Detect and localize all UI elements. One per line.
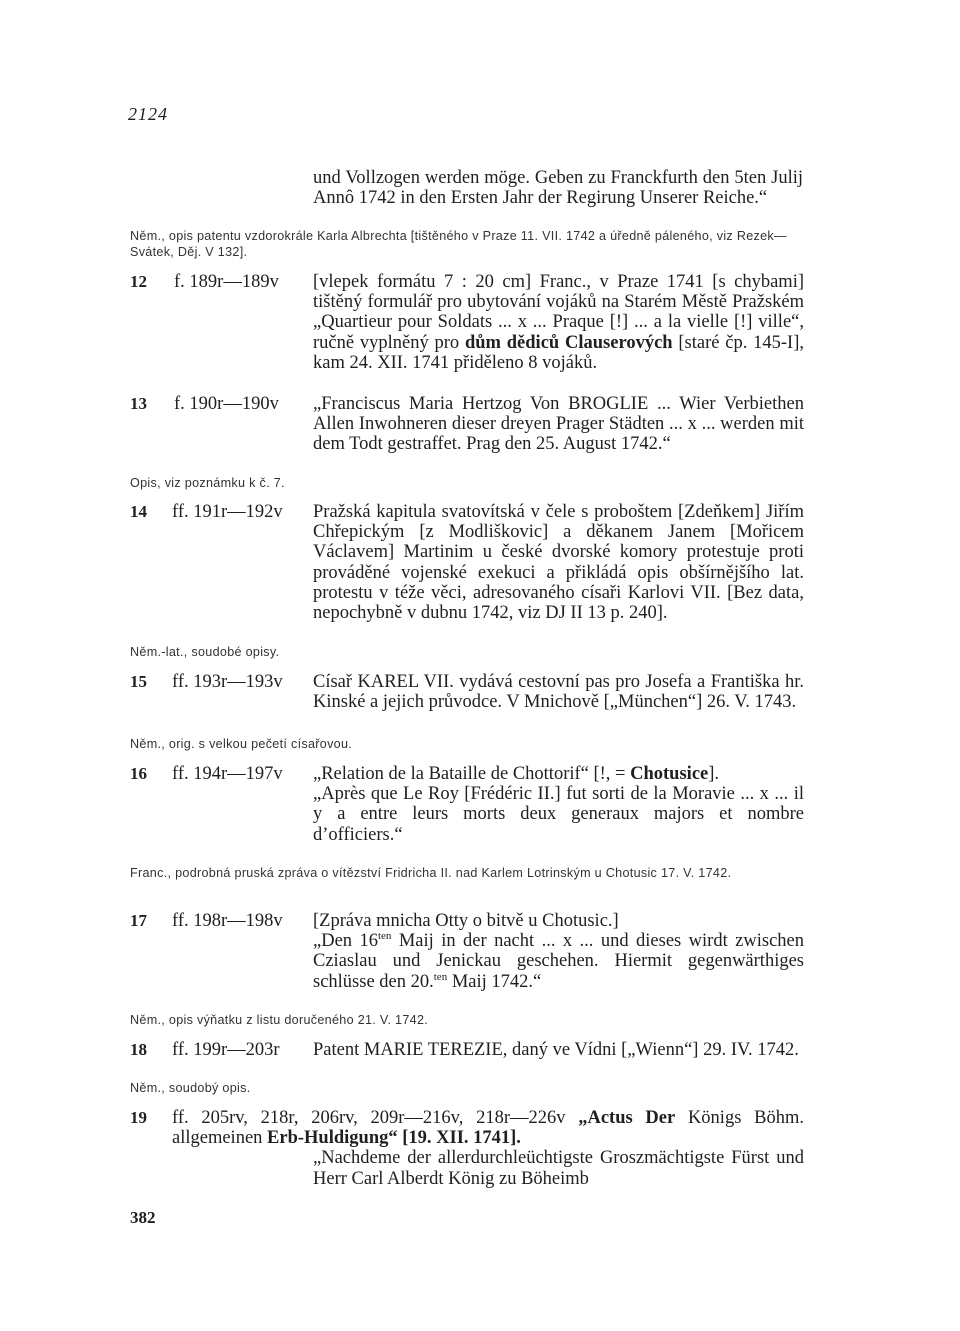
folio-reference: ff. 193r—193v — [172, 672, 283, 692]
entry-note: Něm.-lat., soudobé opisy. — [130, 645, 280, 659]
entry-15 — [130, 672, 804, 712]
folio-reference: f. 189r—189v — [174, 272, 279, 292]
entry-description: Pražská kapitula svatovítská v čele s proboštem [Zdeňkem] Jiřím Chřepickým [z Modliškovic] a děkanem Janem [Mořicem Václavem] Martinim u české dvorské komory protestuje proti prováděné vojenské exekuci a přikládá opis obšírnějšího lat. protestu v téže věci, adresovaného císaři Karlovi VII. [Bez data, nepochybně v dubnu 1742, viz DJ II 13 p. 240]. — [313, 502, 804, 624]
emphasis: dům dědiců Clauserových — [464, 332, 673, 353]
emphasis: Erb-Huldigung“ [19. XII. 1741]. — [267, 1128, 521, 1149]
entry-13 — [130, 394, 804, 455]
entry-note: Něm., orig. s velkou pečetí císařovou. — [130, 737, 353, 751]
entry-description: „Franciscus Maria Hertzog Von BROGLIE ... Wier Verbiethen Allen Inwohneren dieser dreyen Prager Städten ... x ... werden mit dem Todt gestraffet. Prag den 25. August 1742.“ — [313, 394, 804, 455]
entry-note: Opis, viz poznámku k č. 7. — [130, 476, 285, 490]
continuation-text: und Vollzogen werden möge. Geben zu Franckfurth den 5ten Julij Annô 1742 in den Ersten Jahr der Regirung Unserer Reiche.“ — [313, 168, 803, 209]
entry-16 — [130, 764, 804, 845]
entry-17 — [130, 911, 804, 992]
entry-12 — [130, 272, 804, 373]
entry-quote: „Nachdeme der allerdurchleüchtigste Groszmächtigste Fürst und Herr Carl Alberdt König zu Böheimb — [313, 1148, 804, 1189]
entry-number: 14 — [130, 502, 147, 521]
folio-reference: ff. 198r—198v — [172, 911, 283, 931]
emphasis: Chotusice — [630, 764, 709, 784]
folio-reference: ff. 191r—192v — [172, 502, 283, 522]
emphasis: „Actus Der — [578, 1108, 676, 1128]
folio-reference: ff. 194r—197v — [172, 764, 283, 784]
entry-number: 12 — [130, 272, 147, 291]
entry-18 — [130, 1040, 804, 1060]
entry-note: Franc., podrobná pruská zpráva o vítězství Fridricha II. nad Karlem Lotrinským u Chotusic 17. V. 1742. — [130, 866, 732, 880]
entry-description: „Relation de la Bataille de Chottorif“ [!, = Chotusice]. „Après que Le Roy [Frédéric II.] fut sorti de la Moravie ... x ... il y a entre leurs morts deux generaux majors et nombre d’officiers.“ — [313, 764, 804, 845]
entry-number: 15 — [130, 672, 147, 691]
entry-14 — [130, 502, 804, 623]
folio-reference: ff. 205rv, 218r, 206rv, 209r—216v, 218r—226v — [172, 1108, 566, 1128]
entry-19 — [130, 1108, 804, 1189]
entry-note: Něm., soudobý opis. — [130, 1081, 251, 1095]
continuation-note: Něm., opis patentu vzdorokrále Karla Albrechta [tištěného v Praze 11. VII. 1742 a úředně páleného, viz Rezek—Svátek, Děj. V 132]. — [130, 229, 787, 259]
entry-description: Patent MARIE TEREZIE, daný ve Vídni [„Wienn“] 29. IV. 1742. — [313, 1040, 799, 1060]
entry-description: [Zpráva mnicha Otty o bitvě u Chotusic.] „Den $16^{ten}$ Maij in der nacht ... x ... und dieses wirdt zwischen Cziaslau und Jenickau geschehen. Hiermit gegenwärthiges schlüsse den 20.$^{ten}$ Maij 1742.“ — [313, 911, 804, 992]
entry-number: 18 — [130, 1040, 147, 1059]
entry-number: 13 — [130, 394, 147, 413]
page-number-top: 2124 — [128, 104, 168, 124]
entry-number: 19 — [130, 1108, 147, 1127]
entry-description: Císař KAREL VII. vydává cestovní pas pro Josefa a Františka hr. Kinské a jejich průvodce. V Mnichově [„München“] 26. V. 1743. — [313, 672, 804, 713]
entry-description: [vlepek formátu 7 : 20 cm] Franc., v Praze 1741 [s chybami] tištěný formulář pro ubytování vojáků na Starém Městě Pražském „Quartieur pour Soldats ... x ... Praque [!] ... a la vielle [!] ville“, ručně vyplněný pro dům dědiců Clauserových [staré čp. 145-I], kam 24. XII. 1741 přiděleno 8 vojáků. — [313, 272, 804, 373]
folio-reference: f. 190r—190v — [174, 394, 279, 414]
page-number-bottom: 382 — [130, 1208, 156, 1227]
entry-note: Něm., opis výňatku z listu doručeného 21. V. 1742. — [130, 1013, 429, 1027]
folio-reference: ff. 199r—203r — [172, 1040, 280, 1060]
entry-number: 17 — [130, 911, 147, 930]
entry-number: 16 — [130, 764, 147, 783]
entry-description: ff. 205rv, 218r, 206rv, 209r—216v, 218r—226v „Actus Der Königs Böhm. allgemeinen Erb-Huldigung“ [19. XII. 1741]. — [172, 1108, 804, 1149]
